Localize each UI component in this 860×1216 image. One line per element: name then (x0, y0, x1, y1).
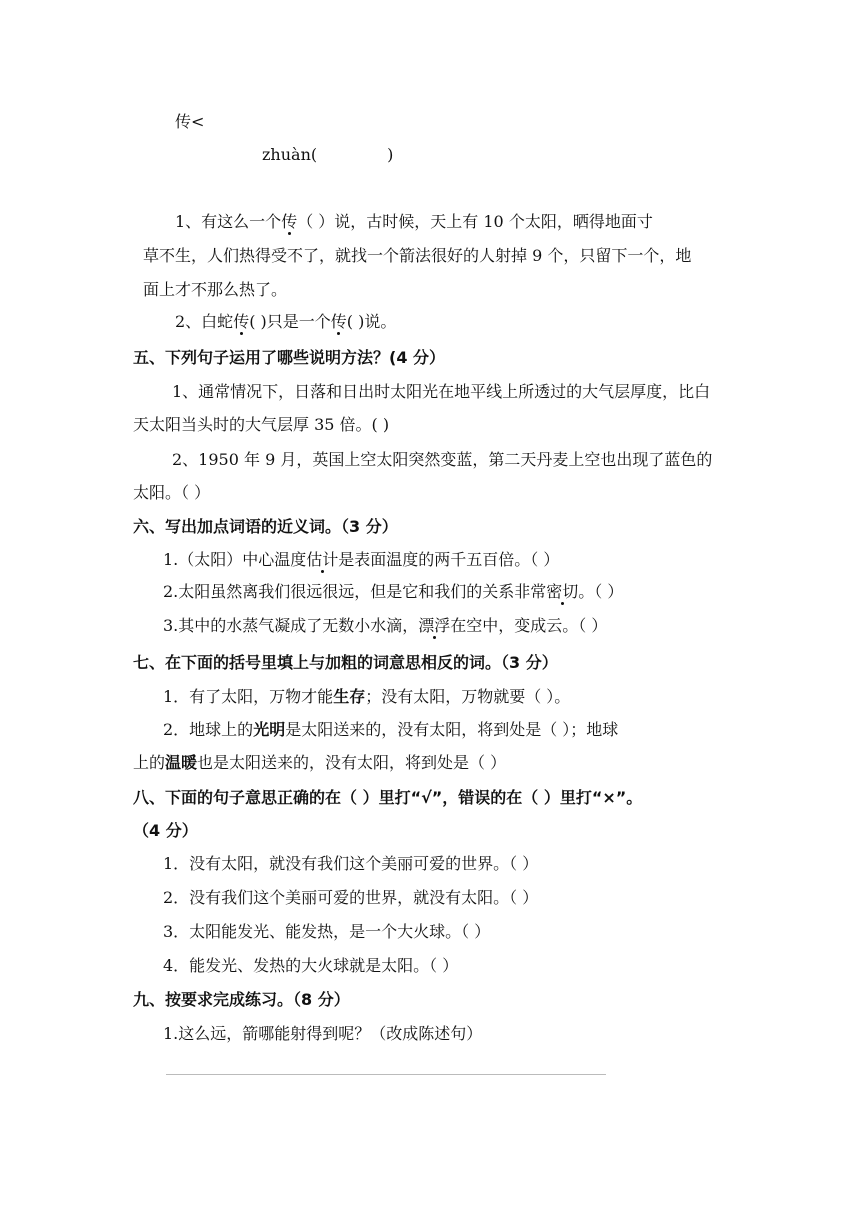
pinyin-option (262, 143, 393, 167)
s5-q2-line2: 太阳。（ ） (133, 483, 211, 502)
text: （ ）说，古时候，天上有 10 个太阳，晒得地面寸 (297, 212, 653, 231)
s5-q1-line1: 1、通常情况下，日落和日出时太阳光在地平线上所透过的大气层厚度，比白 (172, 382, 711, 401)
s5-q1-line2: 天太阳当头时的大气层厚 35 倍。( ) (133, 415, 390, 434)
text: 2.太阳虽然离我们很远很远，但是它和我们的关系非常 (163, 582, 547, 601)
dotted-char: 传 (281, 212, 298, 231)
text: 在空中，变成云。（ ） (450, 616, 608, 635)
s4-q1-line1 (175, 210, 653, 234)
section-8-heading: 八、下面的句子意思正确的在（ ）里打“√”，错误的在（ ）里打“×”。 (133, 788, 643, 807)
text: 1、有这么一个 (175, 212, 282, 231)
text: 。（ ） (578, 582, 624, 601)
s6-q3 (163, 614, 607, 638)
text: 也是太阳送来的，没有太阳，将到处是（ ） (197, 753, 507, 772)
dotted-word (306, 550, 338, 569)
answer-line[interactable] (166, 1074, 606, 1075)
s5-q2-line1: 2、1950 年 9 月，英国上空太阳突然变蓝，第二天丹麦上空也出现了蓝色的 (172, 450, 713, 469)
dotted-char: 传 (233, 312, 250, 331)
s8-item: 4．能发光、发热的大火球就是太阳。（ ） (163, 956, 459, 975)
bold-word: 生存 (333, 687, 366, 706)
dotted-word: 漂浮 (418, 616, 451, 635)
text: 1.（太阳）中心温度 (163, 550, 307, 569)
text: 是太阳送来的，没有太阳，将到处是（ ）；地球 (285, 720, 619, 739)
s7-q1 (163, 685, 570, 709)
bold-word: 温暖 (165, 753, 198, 772)
s9-q1: 1.这么远，箭哪能射得到呢？（改成陈述句） (163, 1024, 483, 1043)
dotted-char: 传 (330, 312, 347, 331)
text: 2、白蛇 (175, 312, 234, 331)
dotted-text: 估计 (306, 550, 339, 569)
bold-word: 光明 (253, 720, 286, 739)
s8-item: 2．没有我们这个美丽可爱的世界，就没有太阳。（ ） (163, 888, 539, 907)
polyphonic-char-label: 传< (175, 112, 205, 131)
s4-q1-line3: 面上才不那么热了。 (143, 280, 288, 299)
s8-item: 1．没有太阳，就没有我们这个美丽可爱的世界。（ ） (163, 854, 539, 873)
s8-item: 3．太阳能发光、能发热，是一个大火球。（ ） (163, 922, 491, 941)
text: 1．有了太阳，万物才能 (163, 687, 334, 706)
s7-q2-line1 (163, 718, 618, 742)
pinyin-close: ) (387, 145, 394, 164)
section-9-heading: 九、按要求完成练习。（8 分） (133, 990, 350, 1009)
text: 是表面温度的两千五百倍。（ ） (338, 550, 560, 569)
s6-q1 (163, 548, 559, 572)
s4-q1-line2: 草不生，人们热得受不了，就找一个箭法很好的人射掉 9 个，只留下一个，地 (143, 246, 692, 265)
s7-q2-line2 (133, 751, 506, 775)
section-6-heading: 六、写出加点词语的近义词。（3 分） (133, 517, 398, 536)
text: 3.其中的水蒸气凝成了无数小水滴， (163, 616, 419, 635)
text: 上的 (133, 753, 166, 772)
section-7-heading: 七、在下面的括号里填上与加粗的词意思相反的词。（3 分） (133, 653, 558, 672)
text: ；没有太阳，万物就要（ ）。 (365, 687, 571, 706)
pinyin-text: zhuàn( (262, 145, 318, 164)
text: ( )说。 (346, 312, 397, 331)
section-5-heading: 五、下列句子运用了哪些说明方法？(4 分） (133, 348, 446, 367)
dotted-word: 密切 (546, 582, 579, 601)
text: 2．地球上的 (163, 720, 254, 739)
text: ( )只是一个 (249, 312, 331, 331)
section-8-heading-score: （4 分） (133, 821, 198, 840)
s4-q2 (175, 310, 396, 334)
s6-q2 (163, 580, 623, 604)
